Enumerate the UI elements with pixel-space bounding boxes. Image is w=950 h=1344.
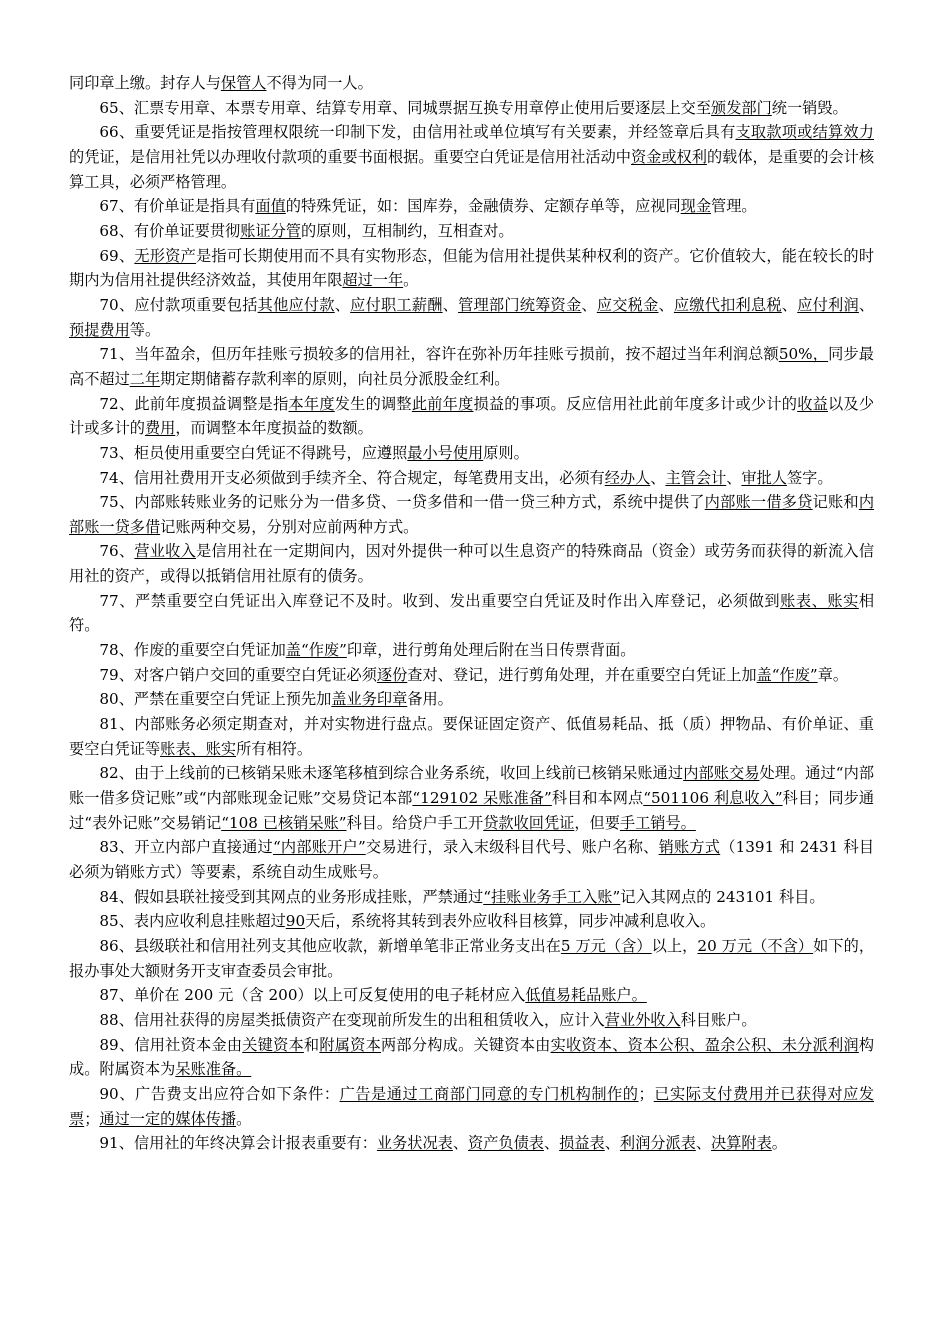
text-segment: 是信用社在一定期间内，因对外提供一种可以生息资产的特殊商品（资金）或劳务而获得的新流入信用社的资产，或得以抵销信用社原有的债务。 — [69, 542, 875, 586]
text-segment: 签字。 — [786, 468, 833, 487]
text-segment: 记账两种交易，分别对应前两种方式。 — [160, 517, 419, 536]
text-segment: 73、柜员使用重要空白凭证不得跳号，应遵照 — [99, 443, 408, 462]
underlined-answer: 广告是通过工商部门同意的专门机构制作的 — [339, 1084, 639, 1103]
text-segment: 原则。 — [483, 443, 529, 462]
text-segment: 84、假如县联社接受到其网点的业务形成挂账，严禁通过 — [99, 887, 484, 906]
text-segment: 的特殊凭证，如：国库券，金融债券、定额存单等，应视同 — [285, 197, 681, 216]
text-segment: 78、作废的重要空白凭证加 — [99, 641, 286, 660]
text-segment: 、 — [726, 468, 742, 487]
underlined-answer: 账表、账实 — [160, 739, 237, 758]
text-segment: 80、严禁在重要空白凭证上预先加 — [99, 690, 332, 709]
text-segment: 83、开立内部户直接通过 — [99, 838, 273, 857]
text-segment: 77、严禁重要空白凭证出入库登记不及时。收到、发出重要空白凭证及时作出入库登记，必须做到 — [99, 591, 781, 610]
underlined-answer: 营业收入 — [134, 542, 197, 561]
underlined-answer: 应交税金 — [596, 295, 659, 314]
text-segment: 损益的事项。反应信用社此前年度多计或少计的 — [473, 394, 798, 413]
underlined-answer: 支取款项或结算效力 — [735, 123, 874, 142]
paragraph — [69, 466, 874, 491]
underlined-answer: 营业外收入 — [604, 1010, 681, 1029]
underlined-answer: 超过一年 — [342, 271, 404, 290]
underlined-answer: 应付职工薪酬 — [350, 295, 443, 314]
text-segment: 的原则，互相制约，互相查对。 — [300, 221, 514, 240]
text-segment: 记入其网点的 243101 科目。 — [620, 887, 825, 906]
text-segment: 89、信用社资本金由 — [99, 1035, 243, 1054]
text-segment: 构成。附属资本为 — [69, 1035, 875, 1079]
text-segment: 统一销毁。 — [771, 98, 848, 117]
underlined-answer: 面值 — [255, 197, 286, 216]
text-segment: 、 — [781, 295, 798, 314]
underlined-answer: 颁发部门 — [711, 98, 772, 117]
underlined-answer: 90 — [285, 912, 306, 931]
underlined-answer: 业务状况表 — [376, 1134, 453, 1153]
underlined-answer: “挂账业务手工入账” — [483, 887, 621, 906]
text-segment: 、 — [543, 1134, 560, 1153]
underlined-answer: 其他应付款 — [257, 295, 335, 314]
text-segment: 和 — [303, 1035, 320, 1054]
underlined-answer: 内部账一贷多借 — [69, 493, 875, 536]
underlined-answer: 低值易耗品账户。 — [525, 986, 647, 1005]
underlined-answer: 决算附表 — [711, 1134, 772, 1153]
text-segment: 章。 — [817, 665, 849, 684]
text-segment: 81、内部账务必须定期查对，并对实物进行盘点。要保证固定资产、低值易耗品、抵（质）押物品、有价单证、重要空白凭证等 — [69, 715, 874, 758]
underlined-answer: 销账方式 — [658, 838, 721, 857]
underlined-answer: 资产负债表 — [468, 1134, 544, 1153]
underlined-answer: 经办人 — [604, 468, 651, 487]
paragraph — [69, 909, 874, 934]
text-segment: 所有相符。 — [236, 739, 312, 758]
text-segment: 管理。 — [711, 197, 757, 216]
text-segment: 74、信用社费用开支必须做到手续齐全、符合规定，每笔费用支出，必须有 — [99, 468, 605, 487]
underlined-answer: 利润分派表 — [619, 1134, 696, 1153]
underlined-answer: 手工销号。 — [619, 813, 696, 832]
paragraph — [69, 194, 874, 219]
underlined-answer: 此前年度 — [411, 394, 474, 413]
text-segment: 65、汇票专用章、本票专用章、结算专用章、同城票据互换专用章停止使用后要逐层上交至 — [99, 98, 712, 117]
text-segment: 科目和本网点 — [551, 789, 644, 808]
underlined-answer: 应付利润 — [797, 295, 859, 314]
text-segment: 、 — [658, 295, 674, 314]
text-segment: 70、应付款项重要包括 — [99, 295, 258, 314]
underlined-answer: 盖业务印章 — [331, 690, 408, 709]
paragraph — [69, 441, 874, 466]
text-segment: 71、当年盈余，但历年挂账亏损较多的信用社，容许在弥补历年挂账亏损前，按不超过当年利润总额 — [99, 345, 779, 364]
paragraph — [69, 120, 874, 194]
underlined-answer: 最小号使用 — [407, 443, 484, 462]
paragraph — [69, 1082, 874, 1131]
underlined-answer: 保管人 — [220, 74, 267, 92]
text-segment: 、 — [452, 1134, 469, 1153]
underlined-answer: 附属资本 — [319, 1035, 381, 1054]
underlined-answer: 通过一定的媒体传播 — [99, 1109, 237, 1128]
underlined-answer: 本年度 — [288, 394, 335, 413]
text-segment: 85、表内应收利息挂账超过 — [99, 912, 286, 931]
text-segment: 处理。通过“内部账一借多贷记账”或“内部账现金记账”交易贷记本部 — [69, 764, 875, 808]
paragraph — [69, 1033, 874, 1082]
paragraph — [69, 293, 874, 342]
underlined-answer: 收益 — [797, 394, 829, 413]
text-segment: 相符。 — [69, 591, 875, 635]
underlined-answer: 盖“作废” — [285, 641, 347, 660]
text-segment: 的载体，是重要的会计核算工具，必须严格管理。 — [69, 147, 875, 191]
underlined-answer: 应缴代扣利息税 — [673, 295, 782, 314]
text-segment: 以上， — [651, 936, 698, 955]
text-segment: 同步最高不超过 — [69, 345, 874, 388]
underlined-answer: 预提费用 — [69, 320, 130, 339]
paragraph — [69, 687, 874, 712]
text-segment: 75、内部账转账业务的记账分为一借多贷、一贷多借和一借一贷三种方式，系统中提供了 — [99, 493, 705, 512]
text-segment: ； — [638, 1084, 654, 1103]
text-segment: 等。 — [129, 320, 161, 339]
underlined-answer: 现金 — [680, 197, 712, 216]
underlined-answer: 5 万元（含） — [560, 936, 652, 955]
text-segment: 的凭证，是信用社凭以办理收付款项的重要书面根据。重要空白凭证是信用社活动中 — [69, 147, 631, 166]
text-segment: 69、 — [99, 246, 135, 265]
text-segment: 期定期储蓄存款利率的原则，向社员分派股金红利。 — [160, 369, 510, 388]
underlined-answer: “内部账开户” — [272, 838, 366, 857]
text-segment: 、 — [604, 1134, 620, 1153]
text-segment: 同印章上缴。封存人与 — [69, 74, 221, 92]
text-segment: 。 — [771, 1134, 787, 1153]
underlined-answer: 主管会计 — [665, 468, 727, 487]
paragraph — [69, 539, 874, 588]
paragraph — [69, 219, 874, 244]
underlined-answer: 20 万元（不含） — [697, 936, 814, 955]
text-segment: （1391 和 2431 科目必须为销账方式）等要素，系统自动生成账号。 — [69, 838, 875, 881]
paragraph — [69, 835, 874, 884]
underlined-answer: 内部账一借多贷 — [704, 493, 813, 512]
text-segment: 、 — [695, 1134, 712, 1153]
text-segment: 79、对客户销户交回的重要空白凭证必须 — [99, 665, 377, 684]
text-segment: 印章，进行剪角处理后附在当日传票背面。 — [346, 641, 636, 660]
underlined-answer: 实收资本、资本公积、盈余公积、未分派利润 — [550, 1035, 859, 1054]
text-segment: 。 — [236, 1109, 252, 1128]
underlined-answer: 审批人 — [741, 468, 787, 487]
text-segment: 76、 — [99, 542, 135, 561]
paragraph — [69, 638, 874, 663]
text-segment: 86、县级联社和信用社列支其他应收款，新增单笔非正常业务支出在 — [99, 936, 561, 955]
text-segment: 91、信用社的年终决算会计报表重要有： — [99, 1134, 377, 1153]
underlined-answer: 内部账交易 — [683, 764, 760, 783]
text-segment: 、 — [858, 295, 875, 314]
text-segment: ，而调整本年度损益的数额。 — [175, 419, 373, 438]
underlined-answer: 已实际支付费用并已获得对应发票 — [69, 1084, 875, 1128]
text-segment: 、 — [334, 295, 351, 314]
text-segment: 发生的调整 — [334, 394, 412, 413]
paragraph — [69, 983, 874, 1008]
paragraph — [69, 1008, 874, 1033]
text-segment: 82、由于上线前的已核销呆账未逐笔移植到综合业务系统，收回上线前已核销呆账通过 — [99, 764, 684, 783]
underlined-answer: “129102 呆账准备” — [412, 789, 552, 808]
paragraph — [69, 885, 874, 910]
underlined-answer: 管理部门统筹资金 — [458, 295, 582, 314]
underlined-answer: 无形资产 — [134, 246, 197, 265]
underlined-answer: “108 已核销呆账” — [221, 813, 347, 832]
underlined-answer: 账证分管 — [240, 221, 301, 240]
paragraph — [69, 244, 874, 293]
text-segment: 不得为同一人。 — [266, 74, 373, 92]
paragraph — [69, 342, 874, 391]
text-segment: 科目；同步通过“表外记账”交易销记 — [69, 789, 875, 832]
underlined-answer: 资金或权利 — [630, 147, 707, 166]
text-segment: 、 — [442, 295, 459, 314]
text-segment: ； — [84, 1109, 100, 1128]
text-segment: 记账和 — [812, 493, 859, 512]
paragraph — [69, 96, 874, 121]
underlined-answer: 盖“作废” — [756, 665, 818, 684]
text-segment: 72、此前年度损益调整是指 — [99, 394, 289, 413]
text-segment: 如下的，报办事处大额财务开支审查委员会审批。 — [69, 936, 875, 980]
text-segment: 66、重要凭证是指按管理权限统一印制下发，由信用社或单位填写有关要素，并经签章后具有 — [99, 123, 736, 142]
underlined-answer: 逐份 — [376, 665, 408, 684]
text-segment: 以及少计或多计的 — [69, 394, 875, 438]
text-segment: 90、广告费支出应符合如下条件： — [99, 1084, 340, 1103]
text-segment: 67、有价单证是指具有 — [99, 197, 256, 216]
paragraph — [69, 663, 874, 688]
text-segment: 。 — [403, 271, 419, 290]
text-segment: 、 — [650, 468, 666, 487]
paragraph — [69, 589, 874, 638]
underlined-answer: 账表、账实 — [780, 591, 859, 610]
text-segment: 科目账户。 — [680, 1010, 757, 1029]
underlined-answer: 50%， — [778, 345, 829, 364]
text-segment: 是指可长期使用而不具有实物形态，但能为信用社提供某种权利的资产。它价值较大，能在较长的时期内为信用社提供经济效益，其使用年限 — [69, 246, 875, 290]
text-segment: 68、有价单证要贯彻 — [99, 221, 241, 240]
underlined-answer: 贷款收回凭证 — [483, 813, 575, 832]
paragraph — [69, 490, 874, 539]
underlined-answer: 关键资本 — [242, 1035, 304, 1054]
text-segment: 交易进行，录入末级科目代号、账户名称、 — [365, 838, 659, 857]
underlined-answer: 二年 — [129, 369, 161, 388]
underlined-answer: 呆账准备。 — [175, 1060, 252, 1079]
text-segment: 科目。给贷户手工开 — [346, 813, 484, 832]
text-segment: 88、信用社获得的房屋类抵债资产在变现前所发生的出租租赁收入，应计入 — [99, 1010, 605, 1029]
paragraph — [69, 712, 874, 761]
paragraph — [69, 761, 874, 835]
text-segment: 87、单价在 200 元（含 200）以上可反复使用的电子耗材应入 — [99, 986, 526, 1005]
paragraph — [69, 392, 874, 441]
underlined-answer: 费用 — [144, 419, 176, 438]
paragraph — [69, 71, 874, 96]
paragraph — [69, 934, 874, 983]
underlined-answer: “501106 利息收入” — [643, 789, 783, 808]
document-page — [69, 71, 874, 1156]
text-segment: ，但要 — [574, 813, 620, 832]
text-segment: 查对、登记，进行剪角处理，并在重要空白凭证上加 — [407, 665, 757, 684]
text-segment: 两部分构成。关键资本由 — [381, 1035, 551, 1054]
text-segment: 备用。 — [407, 690, 453, 709]
text-segment: 、 — [581, 295, 597, 314]
underlined-answer: 损益表 — [559, 1134, 605, 1153]
text-segment: 天后，系统将其转到表外应收科目核算，同步冲减利息收入。 — [305, 912, 716, 931]
paragraph — [69, 1131, 874, 1156]
